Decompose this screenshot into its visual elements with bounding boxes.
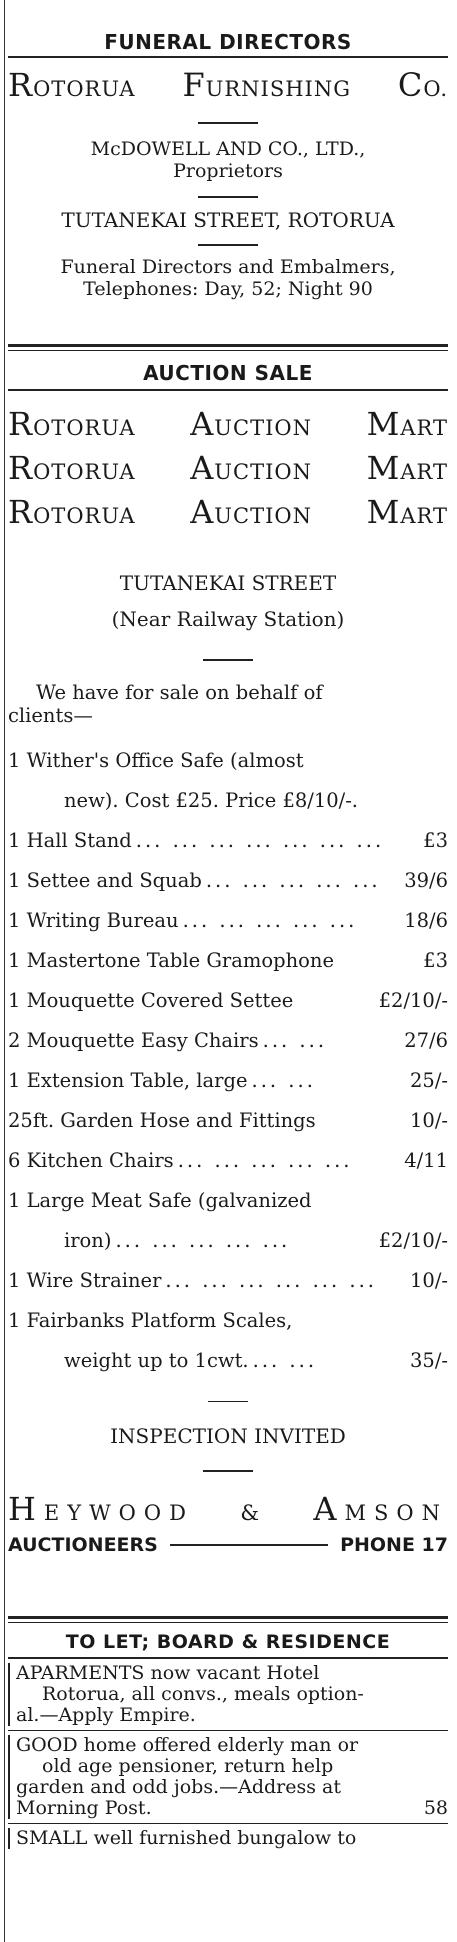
list-item: 1 Fairbanks Platform Scales, bbox=[8, 1309, 293, 1332]
auctioneers-phone-line bbox=[8, 1534, 448, 1556]
funeral-divider-3 bbox=[198, 244, 258, 246]
tolet-heading: TO LET; BOARD & RESIDENCE bbox=[65, 1631, 391, 1653]
tolet-top-rule bbox=[8, 1616, 448, 1619]
auction-mart-block bbox=[8, 405, 448, 537]
auction-heading-rule bbox=[8, 389, 448, 391]
funeral-heading: FUNERAL DIRECTORS bbox=[104, 30, 352, 54]
newspaper-column bbox=[8, 0, 448, 1849]
ad-home-ref: 58 bbox=[423, 1797, 448, 1819]
funeral-divider-1 bbox=[198, 122, 258, 124]
ad-apartments-line1: APARMENTS now vacant Hotel bbox=[16, 1663, 320, 1684]
mart-line-3 bbox=[8, 493, 448, 537]
mart-word-rotorua: ROTORUA bbox=[8, 493, 136, 531]
list-item: 2 Mouquette Easy Chairs ... ... 27/6 bbox=[8, 1029, 448, 1052]
column-edge-rule bbox=[4, 0, 5, 1942]
classified-ad-apartments bbox=[8, 1663, 448, 1726]
list-item: 1 Wire Strainer ... ... ... ... ... ... 10/- bbox=[8, 1269, 448, 1292]
list-item: weight up to 1cwt. ... ... 35/- bbox=[64, 1349, 448, 1372]
list-item: 1 Writing Bureau ... ... ... ... ... 18/6 bbox=[8, 909, 448, 932]
inspection-invited: INSPECTION INVITED bbox=[110, 1424, 346, 1448]
auction-heading: AUCTION SALE bbox=[143, 361, 313, 385]
ad-apartments-line2: Rotorua, all convs., meals option- bbox=[42, 1684, 364, 1705]
ad-home-line3: garden and odd jobs.—Address at bbox=[16, 1777, 341, 1798]
auctioneer-word-amson: AMSON bbox=[313, 1490, 448, 1528]
auctioneer-name bbox=[8, 1490, 448, 1528]
mart-word-rotorua: ROTORUA bbox=[8, 405, 136, 443]
auctioneers-label: AUCTIONEERS bbox=[8, 1534, 158, 1556]
tolet-heading-rule bbox=[8, 1657, 448, 1659]
auctioneer-word-ampersand: & bbox=[240, 1501, 268, 1525]
firm-word-rotorua: ROTORUA bbox=[8, 66, 136, 104]
ad-home-line2: old age pensioner, return help bbox=[42, 1756, 334, 1777]
funeral-divider-2 bbox=[198, 196, 258, 198]
list-item: 1 Mastertone Table Gramophone £3 bbox=[8, 949, 448, 972]
ad-divider-1 bbox=[8, 1730, 448, 1731]
mart-word-mart: MART bbox=[366, 449, 448, 487]
auction-divider-3 bbox=[203, 1470, 253, 1472]
list-item: new). Cost £25. Price £8/10/-. bbox=[64, 789, 359, 812]
list-item: 1 Wither's Office Safe (almost bbox=[8, 749, 304, 772]
funeral-street: TUTANEKAI STREET, ROTORUA bbox=[61, 208, 395, 232]
ad-home-address: Morning Post. bbox=[16, 1797, 152, 1819]
auctioneer-word-heywood: HEYWOOD bbox=[8, 1490, 194, 1528]
ad-home-line4 bbox=[16, 1798, 448, 1819]
auctioneers-dash bbox=[170, 1544, 328, 1546]
tolet-top-rule-thin bbox=[8, 1622, 448, 1623]
firm-word-co: CO. bbox=[397, 66, 448, 104]
proprietors-name: McDOWELL AND CO., LTD., bbox=[90, 138, 366, 160]
ad-apartments-line3: al.—Apply Empire. bbox=[16, 1705, 196, 1726]
mart-word-rotorua: ROTORUA bbox=[8, 449, 136, 487]
auctioneers-phone: PHONE 17 bbox=[340, 1534, 448, 1556]
funeral-heading-rule bbox=[8, 56, 448, 58]
auction-top-rule bbox=[8, 344, 448, 347]
auction-divider bbox=[203, 659, 253, 661]
ad-divider-2 bbox=[8, 1823, 448, 1824]
mart-line-2 bbox=[8, 449, 448, 493]
auction-intro-line2: clients— bbox=[8, 704, 93, 727]
list-item: 1 Mouquette Covered Settee £2/10/- bbox=[8, 989, 448, 1012]
mart-word-mart: MART bbox=[366, 493, 448, 531]
auction-top-rule-thin bbox=[8, 350, 448, 351]
auction-near: (Near Railway Station) bbox=[111, 607, 345, 631]
funeral-firm-name bbox=[8, 66, 448, 104]
ad-home-line1: GOOD home offered elderly man or bbox=[16, 1735, 359, 1756]
mart-line-1 bbox=[8, 405, 448, 449]
list-item: 1 Hall Stand ... ... ... ... ... ... ... £3 bbox=[8, 829, 448, 852]
list-item: 6 Kitchen Chairs ... ... ... ... ... 4/11 bbox=[8, 1149, 448, 1172]
mart-word-auction: AUCTION bbox=[190, 493, 312, 531]
proprietors-label: Proprietors bbox=[173, 160, 283, 182]
mart-word-mart: MART bbox=[366, 405, 448, 443]
list-item: 1 Settee and Squab ... ... ... ... ... 39/6 bbox=[8, 869, 448, 892]
classified-ad-good-home bbox=[8, 1735, 448, 1819]
mart-word-auction: AUCTION bbox=[190, 405, 312, 443]
firm-word-furnishing: FURNISHING bbox=[182, 66, 351, 104]
auction-intro-line1: We have for sale on behalf of bbox=[36, 681, 323, 704]
list-item: 1 Extension Table, large ... ... 25/- bbox=[8, 1069, 448, 1092]
mart-word-auction: AUCTION bbox=[190, 449, 312, 487]
list-item: iron) ... ... ... ... ... £2/10/- bbox=[64, 1229, 448, 1252]
auction-item-list bbox=[8, 741, 448, 1381]
classified-ad-bungalow bbox=[8, 1828, 448, 1849]
ad-bungalow-line1: SMALL well furnished bungalow to bbox=[16, 1828, 357, 1849]
funeral-telephones: Telephones: Day, 52; Night 90 bbox=[83, 278, 373, 300]
auction-street: TUTANEKAI STREET bbox=[119, 571, 337, 595]
auction-divider-2 bbox=[208, 1401, 248, 1402]
list-item: 25ft. Garden Hose and Fittings 10/- bbox=[8, 1109, 448, 1132]
list-item: 1 Large Meat Safe (galvanized bbox=[8, 1189, 312, 1212]
funeral-services: Funeral Directors and Embalmers, bbox=[60, 256, 396, 278]
